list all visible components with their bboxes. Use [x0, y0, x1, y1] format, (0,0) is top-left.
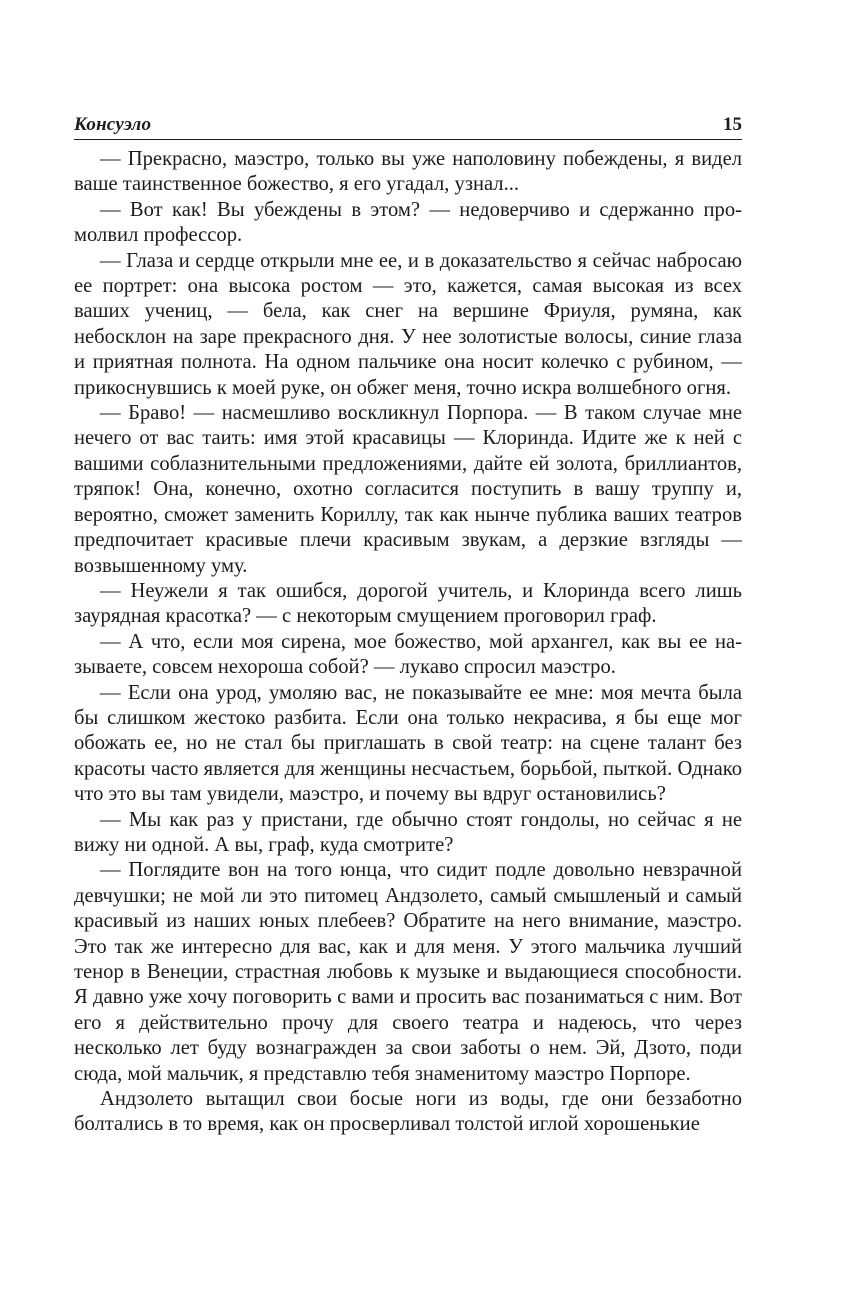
- paragraph: — А что, если моя сирена, мое божество, мой архангел, как вы ее называете, совсем нехороша собой? — лукаво спросил маэстро.: [74, 630, 742, 679]
- body-text: [74, 147, 742, 1138]
- paragraph: — Если она урод, умоляю вас, не показывайте ее мне: моя мечта была бы слишком жестоко разбита. Если она только некрасива, я бы еще мог обожать ее, но не стал бы приглашать в свой театр: на сцене талант без красоты часто является для женщины несчастьем, борьбой, пыткой. Однако что это вы там увидели, маэстро, и почему вы вдруг остановились?: [74, 681, 742, 806]
- running-title: Консуэло: [74, 114, 152, 135]
- paragraph: — Браво! — насмешливо воскликнул Порпора. — В таком случае мне нечего от вас таить: имя этой красавицы — Клоринда. Идите же к ней с вашими соблазнительными предложениями, дайте ей золота, бриллиантов, тряпок! Она, конечно, охотно согласится поступить в вашу труппу и, вероятно, сможет заменить Кориллу, так как нынче публика ваших театров предпочитает красивые плечи красивым звукам, а дерзкие взгляды — возвышенному уму.: [74, 402, 742, 577]
- paragraph: — Вот как! Вы убеждены в этом? — недоверчиво и сдержанно промолвил профессор.: [74, 198, 742, 247]
- page-number: 15: [723, 114, 742, 135]
- running-head: [74, 108, 742, 136]
- paragraph: — Прекрасно, маэстро, только вы уже наполовину побеждены, я видел ваше таинственное божество, я его угадал, узнал...: [74, 148, 742, 196]
- paragraph: — Мы как раз у пристани, где обычно стоят гондолы, но сейчас я не вижу ни одной. А вы, граф, куда смотрите?: [74, 808, 742, 856]
- book-page: [74, 108, 742, 1138]
- paragraph: — Глаза и сердце открыли мне ее, и в доказательство я сейчас набросаю ее портрет: она высока ростом — это, кажется, самая высокая из всех ваших учениц, — бела, как снег на вершине Фриуля, румяна, как небосклон на заре прекрасного дня. У нее золотистые волосы, синие глаза и приятная полнота. На одном пальчике она носит колечко с рубином, — прикоснувшись к моей руке, он обжег меня, точно искра волшебного огня.: [74, 249, 742, 399]
- paragraph: Андзолето вытащил свои босые ноги из воды, где они беззаботно болтались в то время, как он просверливал толстой иглой хорошенькие: [74, 1088, 742, 1136]
- paragraph: — Неужели я так ошибся, дорогой учитель, и Клоринда всего лишь заурядная красотка? — с некоторым смущением проговорил граф.: [74, 579, 742, 628]
- paragraph: — Поглядите вон на того юнца, что сидит подле довольно невзрачной девчушки; не мой ли это питомец Андзолето, самый смышленый и самый красивый из наших юных плебеев? Обратите на него внимание, маэстро. Это так же интересно для вас, как и для меня. У этого мальчика лучший тенор в Венеции, страстная любовь к музыке и выдающиеся способности. Я давно уже хочу поговорить с вами и просить вас позаниматься с ним. Вот его я действительно прочу для своего театра и надеюсь, что через несколько лет буду вознагражден за свои заботы о нем. Эй, Дзото, поди сюда, мой мальчик, я представлю тебя знаменитому маэстро Порпоре.: [74, 859, 742, 1085]
- header-rule: [74, 139, 742, 140]
